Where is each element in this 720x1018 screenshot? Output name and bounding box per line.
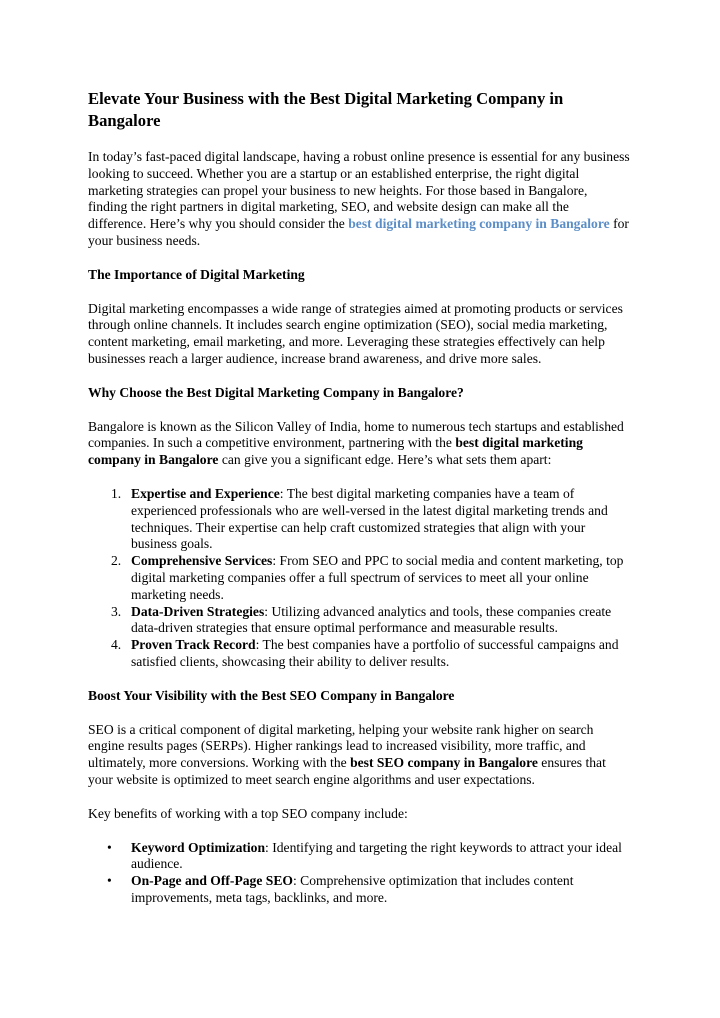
list-item [107, 839, 630, 874]
intro-paragraph [88, 149, 630, 250]
page-title: Elevate Your Business with the Best Digital Marketing Company in Bangalore [88, 89, 564, 130]
seo-text-end: ensures that your website is optimized to meet search engine algorithms and user expectations. [88, 755, 606, 787]
list-item [111, 637, 630, 671]
list-number: 3. [111, 603, 122, 619]
list-item-title: Expertise and Experience [131, 485, 280, 501]
section-heading-why-choose: Why Choose the Best Digital Marketing Company in Bangalore? [88, 384, 464, 400]
section-heading-importance: The Importance of Digital Marketing [88, 266, 305, 282]
list-number: 4. [111, 637, 122, 653]
list-item-title: Comprehensive Services [131, 553, 273, 569]
list-item-text: : Comprehensive optimization that includes content improvements, meta tags, backlinks, and more. [131, 873, 574, 905]
reasons-list [88, 486, 630, 671]
why-choose-text-end: can give you a significant edge. Here’s what sets them apart: [218, 452, 552, 468]
list-number: 2. [111, 553, 122, 569]
benefits-intro: Key benefits of working with a top SEO company include: [88, 805, 408, 821]
section-heading-seo: Boost Your Visibility with the Best SEO Company in Bangalore [88, 687, 455, 703]
best-digital-marketing-link[interactable]: best digital marketing company in Bangalore [348, 216, 610, 232]
importance-paragraph: Digital marketing encompasses a wide range of strategies aimed at promoting products or services through online channels. It includes search engine optimization (SEO), social media marketing, content marketing, email marketing, and more. Leveraging these strategies effectively can help businesses reach a larger audience, increase brand awareness, and drive more sales. [88, 300, 623, 366]
list-item-title: Keyword Optimization [131, 839, 266, 855]
intro-text: In today’s fast-paced digital landscape, having a robust online presence is essential for any business looking to succeed. Whether you are a startup or an established enterprise, the right digital marketing strategies can propel your business to new heights. For those based in Bangalore, finding the right partners in digital marketing, SEO, and website design can make all the difference. Here’s why you should consider the [88, 149, 630, 232]
list-item-text: : The best digital marketing companies have a team of experienced professionals who are well-versed in the latest digital marketing trends and techniques. Their expertise can help craft customized strategies that align with your business goals. [131, 485, 608, 552]
list-item [111, 603, 630, 638]
list-number: 1. [111, 485, 122, 501]
why-choose-text: Bangalore is known as the Silicon Valley of India, home to numerous tech startups and established companies. In such a competitive environment, partnering with the [88, 418, 624, 451]
list-item-text: : Utilizing advanced analytics and tools, these companies create data-driven strategies that ensure optimal performance and measurable results. [131, 603, 612, 636]
list-item [111, 485, 630, 553]
list-item-title: Proven Track Record [131, 637, 256, 653]
list-item-title: Data-Driven Strategies [131, 603, 265, 619]
list-item [111, 553, 630, 603]
seo-paragraph [88, 722, 630, 789]
list-item-text: : Identifying and targeting the right keywords to attract your ideal audience. [131, 839, 622, 872]
why-choose-bold: best digital marketing company in Bangalore [88, 435, 583, 468]
bullet-icon: • [107, 873, 112, 889]
list-item-title: On-Page and Off-Page SEO [131, 873, 293, 889]
seo-text: SEO is a critical component of digital marketing, helping your website rank higher on search engine results pages (SERPs). Higher rankings lead to increased visibility, more traffic, and ultimately, more conversions. Working with the [88, 721, 594, 771]
bullet-icon: • [107, 839, 112, 855]
why-choose-paragraph [88, 419, 630, 469]
benefits-list [88, 840, 630, 907]
seo-bold: best SEO company in Bangalore [350, 755, 538, 771]
intro-text-end: for your business needs. [88, 216, 629, 248]
list-item [107, 873, 630, 907]
list-item-text: : From SEO and PPC to social media and content marketing, top digital marketing companies offer a full spectrum of services to meet all your online marketing needs. [131, 553, 624, 602]
list-item-text: : The best companies have a portfolio of successful campaigns and satisfied clients, showcasing their ability to deliver results. [131, 637, 619, 669]
